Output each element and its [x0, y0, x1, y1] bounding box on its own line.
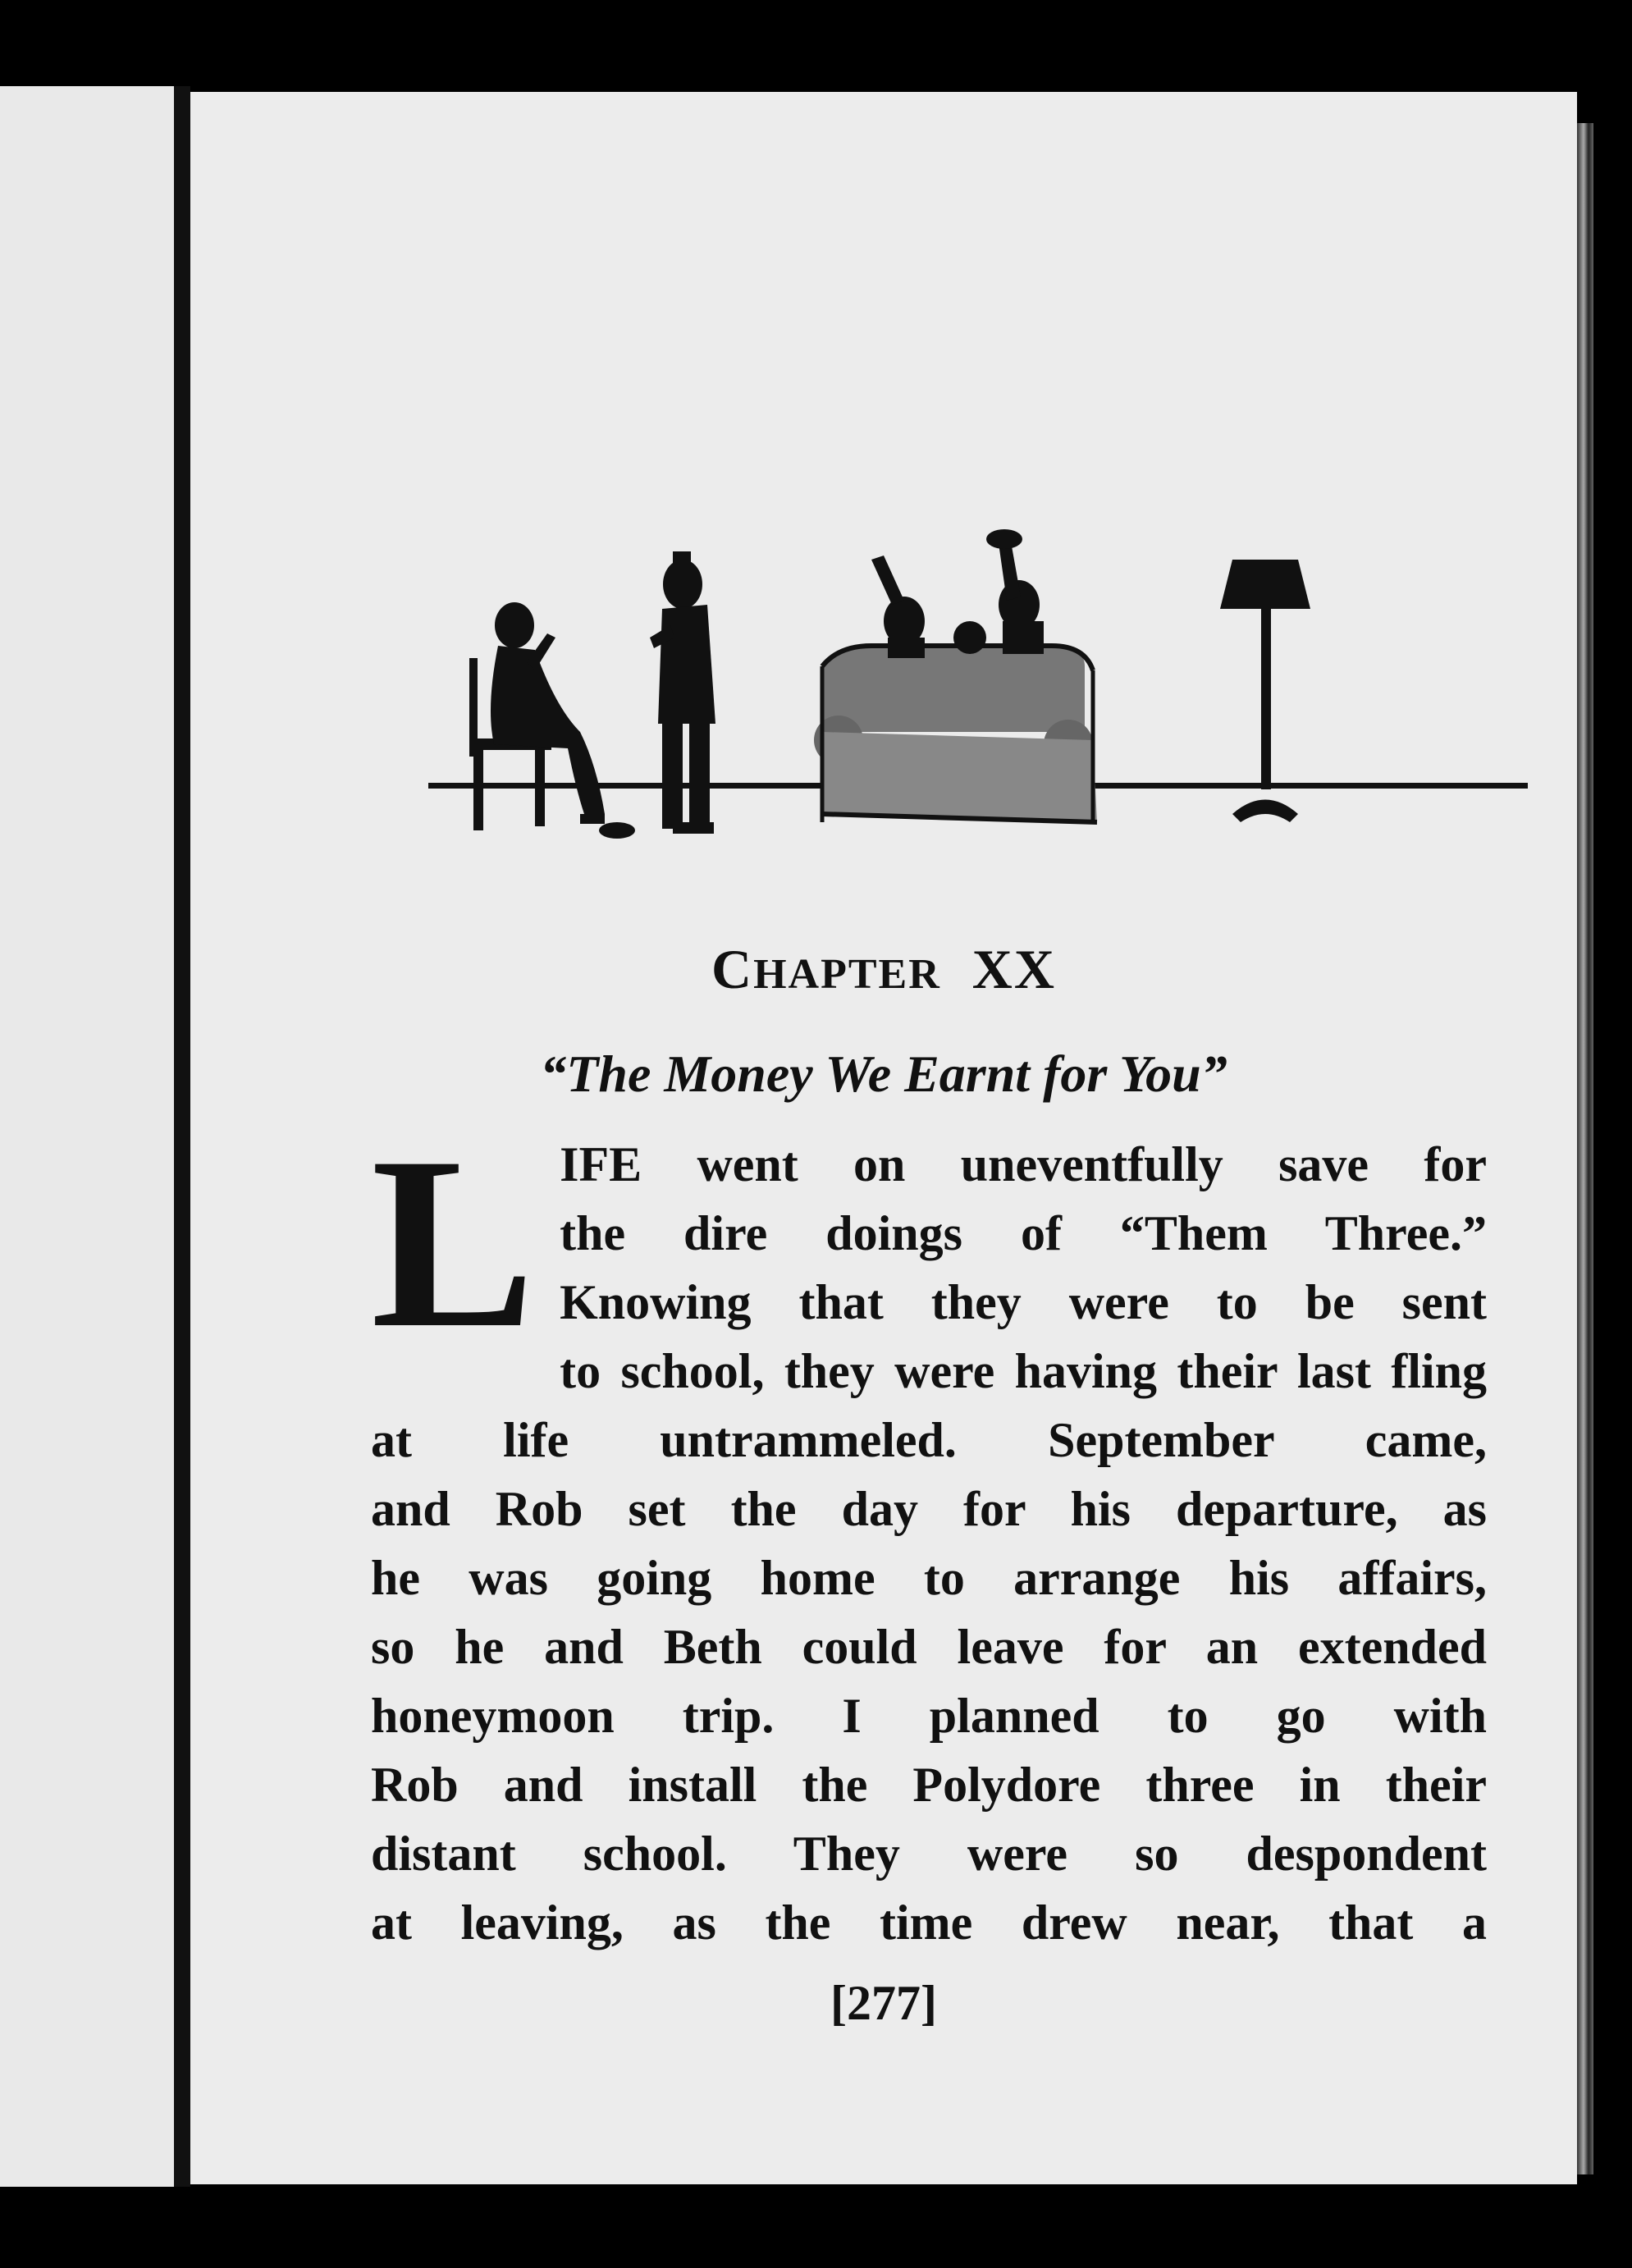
- text-line: IFE went on uneventfully save for: [560, 1137, 1487, 1191]
- text-line: at leaving, as the time drew near, that a: [371, 1895, 1487, 1950]
- chapter-title: “The Money We Earnt for You”: [540, 1045, 1227, 1103]
- chapter-heading: [190, 937, 1577, 1002]
- chapter-label-initial: C: [711, 938, 754, 1000]
- page-number: [277]: [830, 1976, 937, 2030]
- text-line: honeymoon trip. I planned to go with: [371, 1689, 1487, 1743]
- book-gutter: [174, 86, 190, 2187]
- facing-page-edge: [0, 86, 174, 2187]
- chapter-label-rest: HAPTER: [753, 951, 941, 998]
- text-line: to school, they were having their last fling: [560, 1344, 1487, 1398]
- family-room-silhouette-illustration: [412, 461, 1536, 871]
- text-line: and Rob set the day for his departure, as: [371, 1482, 1487, 1536]
- text-line: Rob and install the Polydore three in their: [371, 1758, 1487, 1812]
- text-line: Knowing that they were to be sent: [560, 1275, 1487, 1329]
- body-text: [371, 1106, 1487, 1957]
- page-stack-edge: [1577, 123, 1593, 2174]
- drop-cap: L: [371, 1106, 536, 1379]
- text-line: at life untrammeled. September came,: [371, 1413, 1487, 1467]
- book-page: [190, 92, 1577, 2184]
- text-line: distant school. They were so despondent: [371, 1827, 1487, 1881]
- chapter-number: XX: [971, 938, 1056, 1000]
- text-line: so he and Beth could leave for an extended: [371, 1620, 1487, 1674]
- text-line: he was going home to arrange his affairs,: [371, 1551, 1487, 1605]
- text-line: the dire doings of “Them Three.”: [560, 1206, 1487, 1260]
